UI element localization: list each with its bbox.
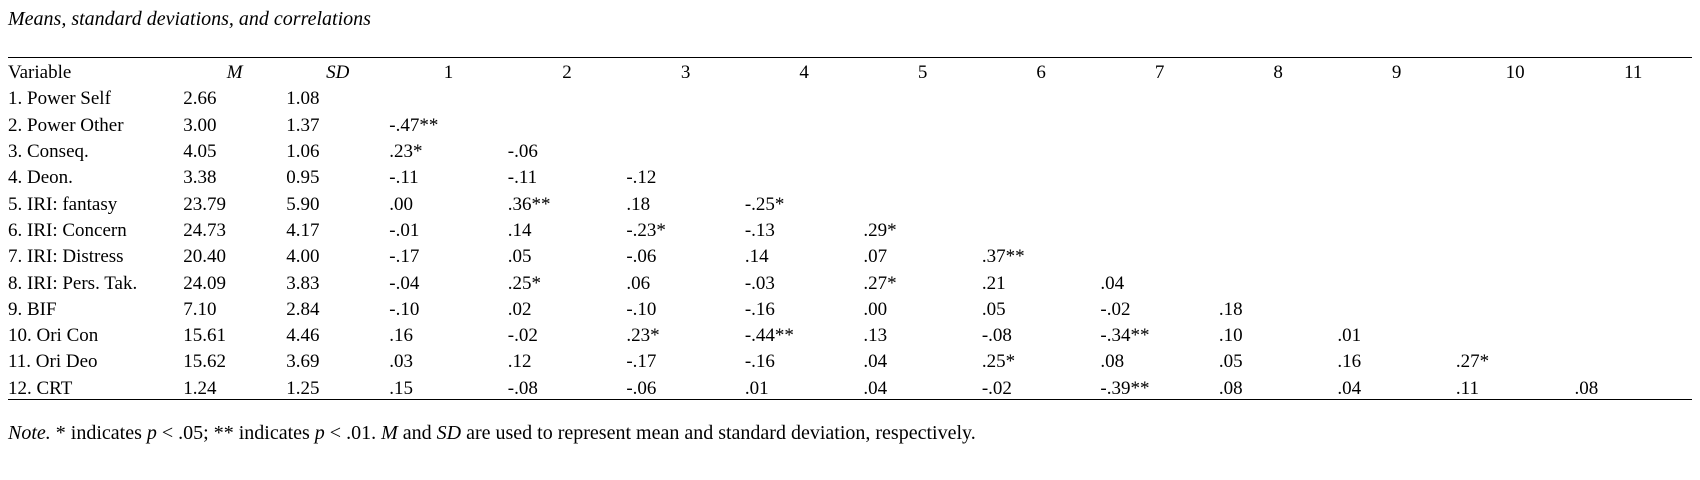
mean-cell: 3.00 <box>183 114 217 136</box>
correlation-cell <box>1337 86 1456 112</box>
correlation-cell: .16 <box>1337 351 1362 373</box>
header-col-5: 5 <box>917 62 928 84</box>
correlation-cell: .36** <box>507 193 551 215</box>
correlation-cell <box>1100 218 1219 244</box>
variable-name-cell: 2. Power Other <box>8 114 124 136</box>
correlation-cell <box>1337 244 1456 270</box>
sd-cell: 4.00 <box>286 246 320 268</box>
correlation-cell: -.02 <box>1100 298 1131 320</box>
variable-name-cell: 4. Deon. <box>8 167 73 189</box>
correlation-cell <box>626 139 745 165</box>
header-col-4: 4 <box>799 62 809 84</box>
sd-cell: 1.08 <box>286 88 320 110</box>
mean-cell: 2.66 <box>183 88 217 110</box>
correlation-cell: .07 <box>863 246 888 268</box>
correlation-cell <box>1574 139 1692 165</box>
correlation-cell <box>982 139 1101 165</box>
correlation-cell <box>982 191 1101 217</box>
variable-name-cell: 11. Ori Deo <box>8 351 98 373</box>
table-note <box>8 422 976 445</box>
correlation-cell: -.03 <box>744 272 775 294</box>
correlation-cell <box>1574 244 1692 270</box>
mean-cell: 4.05 <box>183 141 217 163</box>
sd-cell: 4.17 <box>286 219 320 241</box>
correlation-cell: -.39** <box>1100 377 1150 399</box>
table-row <box>8 218 1692 244</box>
mean-cell: 23.79 <box>183 193 226 215</box>
note-sd-symbol: SD <box>436 422 462 444</box>
correlation-cell <box>1456 165 1575 191</box>
correlation-cell: .04 <box>1100 272 1125 294</box>
correlation-cell: .08 <box>1574 377 1599 399</box>
correlation-cell <box>1219 86 1338 112</box>
correlation-cell <box>863 165 982 191</box>
correlation-cell: .11 <box>1455 377 1479 399</box>
correlation-cell <box>1337 218 1456 244</box>
correlation-cell <box>1100 191 1219 217</box>
note-p-symbol-1: p <box>146 422 157 444</box>
correlation-cell: .05 <box>507 246 532 268</box>
correlation-cell: .08 <box>1100 351 1125 373</box>
table-row <box>8 139 1692 165</box>
note-p-symbol-2: p <box>314 422 325 444</box>
correlation-cell <box>1100 113 1219 139</box>
correlation-cell <box>1337 270 1456 296</box>
header-col-7: 7 <box>1154 62 1165 84</box>
correlation-cell: .25* <box>981 351 1016 373</box>
correlation-cell: -.10 <box>389 298 420 320</box>
correlation-cell <box>508 113 627 139</box>
correlation-table <box>8 60 1692 402</box>
correlation-cell: .23* <box>389 141 423 163</box>
correlation-cell <box>745 113 864 139</box>
correlation-cell <box>1456 218 1575 244</box>
correlation-cell <box>1337 165 1456 191</box>
variable-name-cell: 8. IRI: Pers. Tak. <box>8 272 138 294</box>
correlation-cell: .18 <box>1218 298 1243 320</box>
table-header-row <box>8 60 1692 86</box>
correlation-cell <box>1219 270 1338 296</box>
correlation-cell: .23* <box>626 325 660 347</box>
correlation-cell: -.02 <box>981 377 1012 399</box>
note-text-2: < .05; ** indicates <box>156 422 315 444</box>
correlation-cell <box>1456 139 1575 165</box>
correlation-cell <box>626 113 745 139</box>
table-row <box>8 86 1692 112</box>
correlation-cell <box>982 86 1101 112</box>
correlation-cell <box>1456 297 1575 323</box>
table-row <box>8 244 1692 270</box>
correlation-cell <box>1456 244 1575 270</box>
correlation-cell: .21 <box>981 272 1006 294</box>
correlation-cell: .00 <box>863 298 888 320</box>
correlation-cell: -.23* <box>626 219 666 241</box>
correlation-cell: -.25* <box>744 193 785 215</box>
correlation-cell <box>1219 218 1338 244</box>
note-text-1: * indicates <box>50 422 147 444</box>
correlation-cell <box>745 139 864 165</box>
correlation-cell: .29* <box>863 219 897 241</box>
variable-name-cell: 6. IRI: Concern <box>8 219 127 241</box>
variable-name-cell: 1. Power Self <box>8 88 111 110</box>
correlation-cell: -.02 <box>507 325 538 347</box>
correlation-cell <box>982 113 1101 139</box>
correlation-cell <box>1100 139 1219 165</box>
correlation-cell <box>982 218 1101 244</box>
correlation-cell: .01 <box>744 377 769 399</box>
variable-name-cell: 5. IRI: fantasy <box>8 193 118 215</box>
table-row <box>8 349 1692 375</box>
correlation-cell: -.11 <box>507 167 538 189</box>
sd-cell: 2.84 <box>286 298 320 320</box>
header-col-2: 2 <box>562 62 572 84</box>
correlation-cell: .16 <box>389 325 414 347</box>
correlation-cell <box>1100 165 1219 191</box>
correlation-cell <box>982 165 1101 191</box>
sd-cell: 1.25 <box>286 377 320 399</box>
correlation-cell: -.16 <box>744 298 775 320</box>
table-row <box>8 165 1692 191</box>
correlation-cell: .10 <box>1218 325 1243 347</box>
correlation-cell: -.08 <box>981 325 1012 347</box>
header-col-6: 6 <box>1036 62 1046 84</box>
correlation-cell <box>1574 218 1692 244</box>
note-label: Note. <box>8 422 51 444</box>
variable-name-cell: 12. CRT <box>8 377 73 399</box>
correlation-cell: -.13 <box>744 219 775 241</box>
correlation-cell: .27* <box>863 272 897 294</box>
header-variable: Variable <box>8 62 72 84</box>
correlation-cell: .27* <box>1455 351 1490 373</box>
correlation-cell: .04 <box>1337 377 1362 399</box>
correlation-cell <box>745 165 864 191</box>
table-bottom-rule <box>8 399 1692 400</box>
note-text-4: and <box>397 422 437 444</box>
correlation-cell: .18 <box>626 193 651 215</box>
correlation-cell: .13 <box>863 325 888 347</box>
correlation-cell <box>1574 270 1692 296</box>
sd-cell: 1.06 <box>286 141 320 163</box>
correlation-cell <box>863 86 982 112</box>
correlation-cell <box>1456 86 1575 112</box>
variable-name-cell: 7. IRI: Distress <box>8 246 124 268</box>
correlation-cell <box>389 86 508 112</box>
mean-cell: 15.62 <box>183 351 226 373</box>
correlation-cell: .12 <box>507 351 532 373</box>
correlation-cell: -.08 <box>507 377 538 399</box>
correlation-cell <box>863 113 982 139</box>
mean-cell: 3.38 <box>183 167 217 189</box>
correlation-cell <box>1574 323 1692 349</box>
sd-cell: 0.95 <box>286 167 320 189</box>
variable-name-cell: 10. Ori Con <box>8 325 99 347</box>
correlation-cell <box>1219 113 1338 139</box>
correlation-cell <box>1219 244 1338 270</box>
correlation-cell: -.17 <box>626 351 657 373</box>
correlation-cell: -.01 <box>389 219 420 241</box>
correlation-cell <box>1219 139 1338 165</box>
header-sd: SD <box>326 62 350 84</box>
correlation-cell: .14 <box>744 246 769 268</box>
correlation-cell: .25* <box>507 272 542 294</box>
note-text-5: are used to represent mean and standard deviation, respectively. <box>461 422 976 444</box>
correlation-cell: -.06 <box>507 141 538 163</box>
header-col-8: 8 <box>1273 62 1283 84</box>
correlation-cell: -.06 <box>626 246 657 268</box>
correlation-cell: -.44** <box>744 325 794 347</box>
correlation-cell <box>1456 113 1575 139</box>
correlation-cell <box>745 86 864 112</box>
correlation-cell: .04 <box>863 377 888 399</box>
correlation-cell: .00 <box>389 193 414 215</box>
variable-name-cell: 3. Conseq. <box>8 141 89 163</box>
table-row <box>8 376 1692 402</box>
correlation-cell <box>1456 270 1575 296</box>
correlation-cell: -.10 <box>626 298 657 320</box>
correlation-cell <box>1574 86 1692 112</box>
mean-cell: 7.10 <box>183 298 217 320</box>
correlation-cell: .37** <box>981 246 1025 268</box>
correlation-cell <box>1574 113 1692 139</box>
correlation-cell: -.12 <box>626 167 657 189</box>
table-body <box>8 86 1692 402</box>
correlation-cell <box>508 86 627 112</box>
mean-cell: 24.09 <box>183 272 226 294</box>
correlation-cell: .15 <box>389 377 414 399</box>
correlation-cell <box>1337 139 1456 165</box>
correlation-cell: -.47** <box>389 114 439 136</box>
table-top-rule <box>8 57 1692 58</box>
correlation-cell <box>1219 191 1338 217</box>
header-mean: M <box>226 62 243 84</box>
correlation-cell <box>863 139 982 165</box>
note-m-symbol: M <box>381 422 398 444</box>
correlation-cell <box>1100 86 1219 112</box>
correlation-cell <box>1337 113 1456 139</box>
correlation-cell <box>626 86 745 112</box>
correlation-cell: .05 <box>1218 351 1243 373</box>
correlation-cell <box>1219 165 1338 191</box>
table-row <box>8 191 1692 217</box>
correlation-cell <box>1574 349 1692 375</box>
correlation-cell <box>1337 191 1456 217</box>
sd-cell: 4.46 <box>286 325 320 347</box>
variable-name-cell: 9. BIF <box>8 298 57 320</box>
sd-cell: 5.90 <box>286 193 320 215</box>
sd-cell: 3.83 <box>286 272 320 294</box>
mean-cell: 1.24 <box>183 377 217 399</box>
mean-cell: 15.61 <box>183 325 226 347</box>
correlation-cell: .05 <box>981 298 1006 320</box>
header-col-9: 9 <box>1391 62 1402 84</box>
header-col-3: 3 <box>680 62 691 84</box>
mean-cell: 20.40 <box>183 246 226 268</box>
correlation-cell: -.04 <box>389 272 420 294</box>
header-col-10: 10 <box>1505 62 1525 84</box>
correlation-cell: .06 <box>626 272 651 294</box>
correlation-cell <box>1574 165 1692 191</box>
correlation-cell: .02 <box>507 298 532 320</box>
correlation-cell: .04 <box>863 351 888 373</box>
correlation-cell <box>1456 191 1575 217</box>
correlation-cell <box>1574 297 1692 323</box>
note-text-3: < .01. <box>324 422 382 444</box>
correlation-cell: .08 <box>1218 377 1243 399</box>
correlation-cell <box>863 191 982 217</box>
mean-cell: 24.73 <box>183 219 226 241</box>
correlation-cell: -.17 <box>389 246 420 268</box>
correlation-cell: .03 <box>389 351 414 373</box>
table-row <box>8 297 1692 323</box>
table-row <box>8 113 1692 139</box>
correlation-cell: .14 <box>507 219 532 241</box>
correlation-cell: -.16 <box>744 351 775 373</box>
correlation-cell <box>1337 297 1456 323</box>
table-row <box>8 323 1692 349</box>
correlation-cell: .01 <box>1337 325 1362 347</box>
sd-cell: 3.69 <box>286 351 320 373</box>
correlation-cell <box>1100 244 1219 270</box>
correlation-cell: -.34** <box>1100 325 1150 347</box>
table-caption: Means, standard deviations, and correlations <box>8 8 371 30</box>
sd-cell: 1.37 <box>286 114 320 136</box>
header-col-1: 1 <box>443 62 454 84</box>
correlation-cell <box>1456 323 1575 349</box>
header-col-11: 11 <box>1624 62 1643 84</box>
correlation-cell <box>1574 191 1692 217</box>
table-row <box>8 270 1692 296</box>
correlation-cell: -.06 <box>626 377 657 399</box>
correlation-cell: -.11 <box>389 167 419 189</box>
